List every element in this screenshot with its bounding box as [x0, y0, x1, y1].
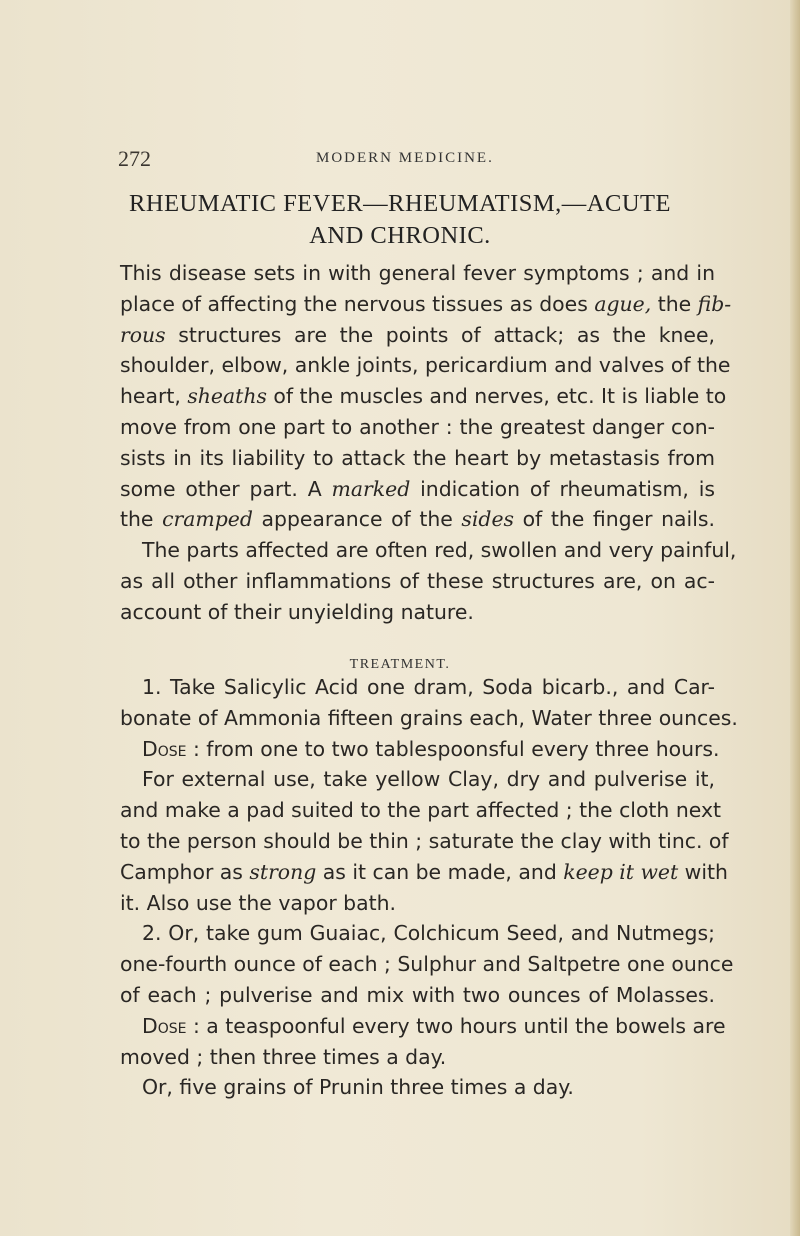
text-run: heart, — [120, 384, 188, 409]
text-run: the — [120, 507, 163, 532]
text-line — [120, 857, 728, 888]
italic-text: ague, — [594, 291, 652, 316]
text-line — [120, 412, 715, 443]
text-run: structures are the points of attack; as the knee, — [165, 322, 715, 347]
text-line — [120, 443, 715, 474]
text-line — [120, 597, 474, 628]
text-line — [120, 672, 715, 703]
text-line — [120, 1042, 446, 1073]
text-run: Dose — [142, 1013, 187, 1038]
text-run: 1. Take Salicylic Acid one dram, Soda bicarb., and Car- — [142, 675, 715, 699]
text-run: Camphor as — [120, 859, 250, 884]
text-line — [120, 980, 715, 1011]
text-line — [120, 764, 715, 795]
text-run: : a teaspoonful every two hours until the bowels are — [186, 1013, 726, 1038]
italic-text: keep it wet — [563, 859, 679, 884]
text-run: as all other inflammations of these structures are, on ac- — [120, 569, 715, 593]
text-run: of the muscles and nerves, etc. It is liable to — [266, 384, 727, 409]
text-run: to the person should be thin ; saturate the clay with tinc. of — [120, 829, 729, 853]
text-run: 2. Or, take gum Guaiac, Colchicum Seed, and Nutmegs; — [142, 921, 715, 946]
treatment-heading: TREATMENT. — [349, 657, 451, 672]
text-line — [120, 320, 715, 351]
text-line — [120, 1011, 726, 1042]
page-edge — [790, 0, 800, 1236]
text-line — [120, 566, 715, 597]
text-line — [120, 888, 396, 919]
text-run: Or, five grains of Prunin three times a day. — [142, 1075, 574, 1100]
title-line-2: AND CHRONIC. — [309, 222, 491, 249]
text-line — [120, 734, 720, 765]
text-run: and make a pad suited to the part affected ; the cloth next — [120, 798, 722, 823]
text-line — [120, 258, 715, 289]
text-line — [120, 350, 731, 381]
treatment-section — [120, 672, 738, 1112]
text-run: with — [678, 859, 728, 884]
text-line — [120, 1072, 574, 1103]
text-run: Dose — [142, 736, 187, 761]
text-run: appearance of the — [252, 507, 462, 532]
page-number: 272 — [118, 146, 151, 171]
italic-text: sheaths — [187, 384, 267, 409]
text-run: bonate of Ammonia fifteen grains each, Water three ounces. — [120, 705, 738, 730]
text-run: it. Also use the vapor bath. — [120, 890, 397, 915]
text-run: move from one part to another : the greatest danger con- — [120, 415, 715, 439]
text-run: of each ; pulverise and mix with two ounces of Molasses. — [120, 983, 715, 1007]
italic-text: marked — [331, 476, 411, 501]
title-line-1: RHEUMATIC FEVER—RHEUMATISM,—ACUTE — [129, 190, 671, 217]
text-run: shoulder, elbow, ankle joints, pericardium and valves of the — [120, 353, 731, 378]
text-run: For external use, take yellow Clay, dry and pulverise it, — [142, 767, 715, 792]
text-run: This disease sets in with general fever symptoms ; and in — [120, 261, 715, 285]
text-run: of the finger nails. — [513, 507, 715, 532]
text-line — [120, 535, 737, 566]
text-line — [120, 289, 732, 320]
text-run: some other part. A — [120, 476, 332, 501]
page-header — [118, 146, 738, 176]
text-run: sists in its liability to attack the heart by metastasis from — [120, 445, 715, 470]
text-run: the — [651, 291, 698, 316]
text-run: : from one to two tablespoonsful every three hours. — [186, 736, 720, 761]
italic-text: rous — [120, 322, 166, 347]
text-line — [120, 826, 729, 857]
italic-text: cramped — [162, 507, 253, 532]
text-line — [120, 504, 715, 535]
text-run: account of their unyielding nature. — [120, 599, 474, 624]
text-line — [120, 381, 727, 412]
text-line — [120, 918, 715, 949]
running-head: MODERN MEDICINE. — [316, 150, 494, 166]
text-run: indication of rheumatism, is — [410, 476, 715, 501]
text-line — [120, 474, 715, 505]
text-line — [120, 703, 738, 734]
text-run: as it can be made, and — [316, 859, 564, 884]
text-run: moved ; then three times a day. — [120, 1044, 447, 1069]
italic-text: fib- — [697, 291, 732, 316]
italic-text: sides — [461, 507, 514, 532]
text-run: one-fourth ounce of each ; Sulphur and Saltpetre one ounce — [120, 952, 734, 977]
italic-text: strong — [249, 859, 317, 884]
text-line — [120, 949, 734, 980]
intro-paragraph — [120, 258, 737, 638]
text-run: The parts affected are often red, swollen and very painful, — [142, 538, 737, 563]
text-line — [120, 795, 722, 826]
chapter-title — [100, 188, 700, 252]
text-run: place of affecting the nervous tissues as does — [120, 291, 595, 316]
